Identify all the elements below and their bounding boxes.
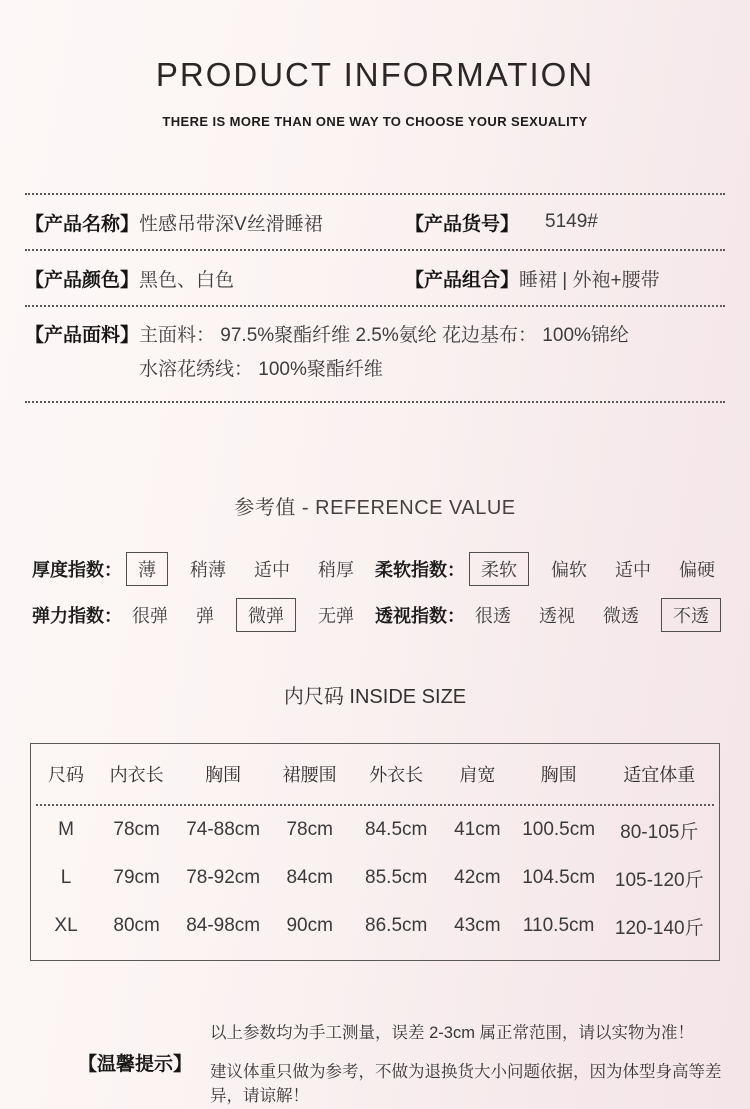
- warm-tips-line-2: 建议体重只做为参考，不做为退换货大小问题依据，因为体型身高等差异，请谅解！: [210, 1063, 722, 1105]
- index-option: 透视: [539, 606, 575, 626]
- elasticity-index-group: [32, 602, 375, 628]
- cell-outer-length: 85.5cm: [365, 867, 428, 888]
- product-color-label: 【产品颜色】: [25, 269, 140, 291]
- product-sku-pair: [405, 209, 725, 236]
- product-fabric-row: [25, 307, 725, 401]
- col-header-size: 尺码: [48, 765, 85, 785]
- product-color-row: [25, 251, 725, 305]
- index-row-1: [32, 556, 718, 582]
- product-name-value: 性感吊带深V丝滑睡裙: [139, 213, 323, 235]
- col-header-skirt-waist: 裙腰围: [282, 765, 337, 785]
- transparency-index-label: 透视指数：: [375, 606, 465, 626]
- product-fabric-value: [139, 319, 629, 387]
- warm-tips-line-1: 以上参数均为手工测量，误差 2-3cm 属正常范围，请以实物为准！: [210, 1024, 695, 1042]
- index-option: 偏硬: [679, 560, 715, 580]
- col-header-chest: 胸围: [540, 765, 577, 785]
- cell-shoulder: 41cm: [454, 819, 501, 840]
- size-table: [30, 743, 720, 961]
- softness-index-group: [375, 556, 718, 582]
- index-option: 弹: [196, 606, 214, 626]
- cell-size: XL: [54, 915, 78, 936]
- product-color-pair: [25, 265, 405, 292]
- product-color-value: 黑色、白色: [139, 269, 235, 291]
- index-option: 稍厚: [318, 560, 354, 580]
- index-option: 微透: [603, 606, 639, 626]
- size-table-header-row: [36, 744, 714, 804]
- index-option-selected: 薄: [126, 552, 168, 586]
- col-header-bust: 胸围: [205, 765, 242, 785]
- cell-inner-length: 79cm: [113, 867, 160, 888]
- product-combo-pair: [405, 265, 725, 292]
- cell-weight: 105-120斤: [614, 869, 704, 891]
- cell-weight: 120-140斤: [614, 917, 704, 939]
- index-option: 稍薄: [190, 560, 226, 580]
- table-row-m: [36, 806, 714, 854]
- cell-inner-length: 80cm: [113, 915, 160, 936]
- softness-index-label: 柔软指数：: [375, 560, 465, 580]
- col-header-shoulder: 肩宽: [459, 765, 496, 785]
- transparency-index-group: [375, 602, 718, 628]
- thickness-options: [132, 556, 354, 582]
- table-row-xl: [36, 902, 714, 950]
- col-header-inner-length: 内衣长: [109, 765, 164, 785]
- cell-chest: 104.5cm: [522, 867, 596, 888]
- reference-value-heading: 参考值 - REFERENCE VALUE: [234, 497, 516, 519]
- elasticity-options: [132, 602, 354, 628]
- col-header-weight: 适宜体重: [623, 765, 696, 785]
- index-row-2: [32, 602, 718, 628]
- page-title: PRODUCT INFORMATION: [155, 56, 595, 93]
- cell-skirt-waist: 78cm: [286, 819, 333, 840]
- cell-skirt-waist: 84cm: [286, 867, 333, 888]
- header: [0, 0, 750, 129]
- index-option-selected: 不透: [661, 598, 721, 632]
- warm-tips-text: [210, 1019, 750, 1106]
- product-combo-value: 睡裙 | 外袍+腰带: [519, 269, 660, 291]
- cell-weight: 80-105斤: [620, 821, 699, 843]
- product-fabric-label: 【产品面料】: [25, 325, 140, 346]
- elasticity-index-label: 弹力指数：: [32, 606, 122, 626]
- product-combo-label: 【产品组合】: [405, 269, 520, 291]
- warm-tips-label: 【温馨提示】: [78, 1054, 193, 1075]
- index-option: 无弹: [318, 606, 354, 626]
- warm-tips-section: [0, 1019, 750, 1106]
- index-section: [32, 556, 718, 628]
- product-sku-value: 5149#: [545, 211, 598, 232]
- product-name-row: [25, 195, 725, 249]
- cell-outer-length: 86.5cm: [365, 915, 428, 936]
- index-option-selected: 柔软: [469, 552, 529, 586]
- index-option: 适中: [615, 560, 651, 580]
- index-option: 偏软: [551, 560, 587, 580]
- thickness-index-label: 厚度指数：: [32, 560, 122, 580]
- col-header-outer-length: 外衣长: [369, 765, 424, 785]
- cell-size: M: [58, 819, 74, 840]
- product-name-label: 【产品名称】: [25, 213, 140, 235]
- fabric-line-2: 水溶花绣线： 100%聚酯纤维: [139, 359, 383, 380]
- cell-shoulder: 43cm: [454, 915, 501, 936]
- cell-chest: 100.5cm: [522, 819, 596, 840]
- product-info-section: [25, 193, 725, 403]
- cell-skirt-waist: 90cm: [286, 915, 333, 936]
- cell-chest: 110.5cm: [522, 915, 595, 936]
- index-option: 适中: [254, 560, 290, 580]
- transparency-options: [475, 602, 715, 628]
- page-subtitle: THERE IS MORE THAN ONE WAY TO CHOOSE YOUR SEXUALITY: [162, 114, 588, 129]
- thickness-index-group: [32, 556, 375, 582]
- table-row-l: [36, 854, 714, 902]
- cell-outer-length: 84.5cm: [365, 819, 428, 840]
- dotted-divider: [25, 401, 725, 403]
- cell-shoulder: 42cm: [454, 867, 501, 888]
- softness-options: [475, 556, 715, 582]
- index-option-selected: 微弹: [236, 598, 296, 632]
- cell-size: L: [60, 867, 72, 888]
- cell-inner-length: 78cm: [113, 819, 160, 840]
- index-option: 很透: [475, 606, 511, 626]
- cell-bust: 74-88cm: [186, 819, 261, 840]
- cell-bust: 78-92cm: [186, 867, 261, 888]
- index-option: 很弹: [132, 606, 168, 626]
- product-name-pair: [25, 209, 405, 236]
- fabric-line-1: 主面料： 97.5%聚酯纤维 2.5%氨纶 花边基布： 100%锦纶: [139, 325, 629, 346]
- product-sku-label: 【产品货号】: [405, 213, 520, 235]
- cell-bust: 84-98cm: [186, 915, 261, 936]
- inside-size-heading: 内尺码 INSIDE SIZE: [283, 686, 467, 708]
